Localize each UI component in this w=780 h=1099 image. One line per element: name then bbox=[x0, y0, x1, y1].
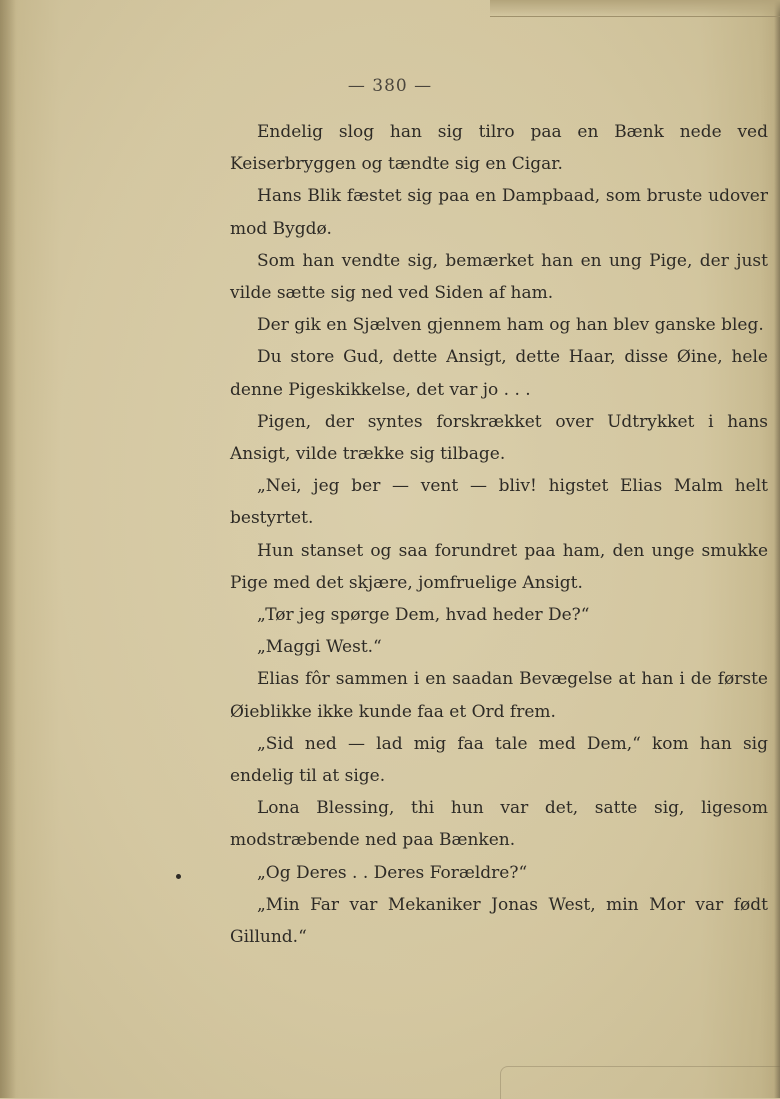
paragraph: Endelig slog han sig tilro paa en Bænk nede ved Keiserbryggen og tændte sig en Cigar. bbox=[230, 122, 768, 175]
paragraph: „Maggi West.“ bbox=[257, 637, 382, 658]
paragraph: Lona Blessing, thi hun var det, satte sig, ligesom modstræbende ned paa Bænken. bbox=[230, 798, 768, 851]
paragraph: „Tør jeg spørge Dem, hvad heder De?“ bbox=[257, 605, 590, 626]
paragraph: Der gik en Sjælven gjennem ham og han blev ganske bleg. bbox=[257, 315, 764, 336]
spine-shadow bbox=[0, 0, 16, 1098]
paragraph: „Min Far var Mekaniker Jonas West, min Mor var født Gillund.“ bbox=[230, 894, 768, 948]
paragraph: „Sid ned — lad mig faa tale med Dem,“ kom han sig endelig til at sige. bbox=[230, 733, 768, 787]
paragraph: Elias fôr sammen i en saadan Bevægelse at han i de første Øieblikke ikke kunde faa et Ord frem. bbox=[230, 669, 768, 722]
paragraph: Som han vendte sig, bemærket han en ung Pige, der just vilde sætte sig ned ved Siden af ham. bbox=[230, 250, 768, 304]
paper-edge-bottom bbox=[500, 1066, 780, 1099]
ink-dot bbox=[176, 874, 181, 879]
paragraph: Hans Blik fæstet sig paa en Dampbaad, som bruste udover mod Bygdø. bbox=[230, 186, 768, 239]
paragraph: „Og Deres . . Deres Forældre?“ bbox=[257, 862, 528, 883]
paragraph: Hun stanset og saa forundret paa ham, den unge smukke Pige med det skjære, jomfruelige Ansigt. bbox=[230, 540, 768, 593]
page-number: — 380 — bbox=[347, 76, 433, 96]
paragraph: Du store Gud, dette Ansigt, dette Haar, disse Øine, hele denne Pigeskikkelse, det var jo . . . bbox=[230, 347, 768, 400]
paper-edge-top bbox=[490, 0, 780, 17]
page-edge bbox=[774, 0, 780, 1098]
paragraph: „Nei, jeg ber — vent — bliv! higstet Elias Malm helt bestyrtet. bbox=[230, 476, 768, 529]
page-body-text bbox=[230, 116, 768, 953]
paragraph: Pigen, der syntes forskrækket over Udtrykket i hans Ansigt, vilde trække sig tilbage. bbox=[230, 411, 768, 465]
